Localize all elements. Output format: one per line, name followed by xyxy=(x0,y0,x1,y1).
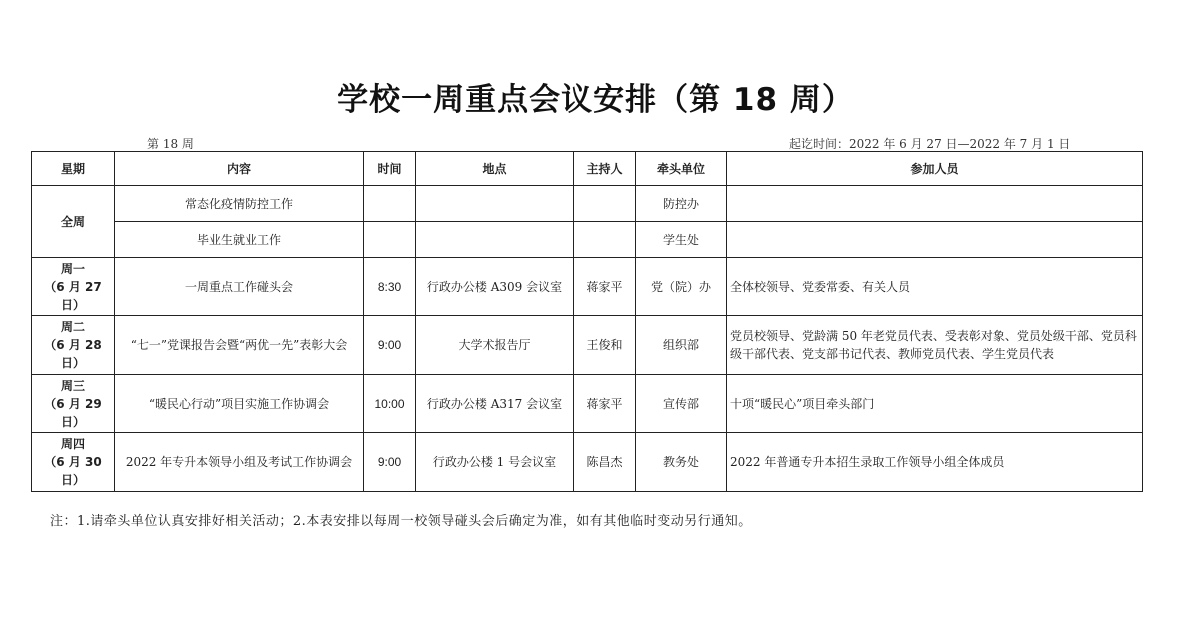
time-cell: 9:00 xyxy=(364,316,416,375)
place-cell xyxy=(416,222,574,258)
host-cell xyxy=(574,222,636,258)
day-cell-wednesday xyxy=(32,375,115,433)
day-cell-whole-week: 全周 xyxy=(32,186,115,258)
time-cell xyxy=(364,186,416,222)
attendees-cell xyxy=(727,186,1143,222)
place-cell: 大学术报告厅 xyxy=(416,316,574,375)
content-cell: 2022 年专升本领导小组及考试工作协调会 xyxy=(115,433,364,492)
time-cell: 9:00 xyxy=(364,433,416,492)
attendees-cell: 党员校领导、党龄满 50 年老党员代表、受表彰对象、党员处级干部、党员科级干部代表、党支部书记代表、教师党员代表、学生党员代表 xyxy=(727,316,1143,375)
place-cell: 行政办公楼 A309 会议室 xyxy=(416,258,574,316)
header-host: 主持人 xyxy=(574,152,636,186)
footnote: 注：1.请牵头单位认真安排好相关活动；2.本表安排以每周一校领导碰头会后确定为准，如有其他临时变动另行通知。 xyxy=(50,514,752,529)
table-row xyxy=(32,433,1143,492)
time-cell xyxy=(364,222,416,258)
unit-cell: 教务处 xyxy=(636,433,727,492)
schedule-table xyxy=(31,151,1143,492)
unit-cell: 组织部 xyxy=(636,316,727,375)
content-cell: “七一”党课报告会暨“两优一先”表彰大会 xyxy=(115,316,364,375)
day-date-suffix: 日） xyxy=(60,473,85,487)
place-cell: 行政办公楼 1 号会议室 xyxy=(416,433,574,492)
host-cell: 王俊和 xyxy=(574,316,636,375)
day-name: 周一 xyxy=(60,261,85,276)
content-cell: 一周重点工作碰头会 xyxy=(115,258,364,316)
unit-cell: 宣传部 xyxy=(636,375,727,433)
unit-cell: 学生处 xyxy=(636,222,727,258)
header-day: 星期 xyxy=(32,152,115,186)
attendees-cell: 2022 年普通专升本招生录取工作领导小组全体成员 xyxy=(727,433,1143,492)
day-date-suffix: 日） xyxy=(60,297,85,312)
day-name: 周二 xyxy=(60,320,85,334)
host-cell xyxy=(574,186,636,222)
table-row xyxy=(32,316,1143,375)
day-date-suffix: 日） xyxy=(60,356,85,370)
table-header-row xyxy=(32,152,1143,186)
day-date: （6 月 29 xyxy=(44,396,102,411)
header-place: 地点 xyxy=(416,152,574,186)
content-cell: 毕业生就业工作 xyxy=(115,222,364,258)
week-label: 第 18 周 xyxy=(147,137,194,151)
attendees-cell: 十项“暖民心”项目牵头部门 xyxy=(727,375,1143,433)
day-cell-thursday xyxy=(32,433,115,492)
header-lead-unit: 牵头单位 xyxy=(636,152,727,186)
content-cell: 常态化疫情防控工作 xyxy=(115,186,364,222)
day-cell-tuesday xyxy=(32,316,115,375)
day-date-suffix: 日） xyxy=(60,414,85,429)
day-name: 周三 xyxy=(60,378,85,393)
page-title: 学校一周重点会议安排（第 18 周） xyxy=(337,82,854,118)
unit-cell: 党（院）办 xyxy=(636,258,727,316)
unit-cell: 防控办 xyxy=(636,186,727,222)
table-row xyxy=(32,186,1143,222)
header-attendees: 参加人员 xyxy=(727,152,1143,186)
content-cell: “暖民心行动”项目实施工作协调会 xyxy=(115,375,364,433)
header-content: 内容 xyxy=(115,152,364,186)
table-row xyxy=(32,258,1143,316)
host-cell: 陈昌杰 xyxy=(574,433,636,492)
time-cell: 10:00 xyxy=(364,375,416,433)
time-cell: 8:30 xyxy=(364,258,416,316)
day-cell-monday xyxy=(32,258,115,316)
place-cell xyxy=(416,186,574,222)
host-cell: 蒋家平 xyxy=(574,258,636,316)
day-name: 周四 xyxy=(60,437,85,451)
day-date: （6 月 27 xyxy=(44,279,102,294)
place-cell: 行政办公楼 A317 会议室 xyxy=(416,375,574,433)
table-row xyxy=(32,375,1143,433)
host-cell: 蒋家平 xyxy=(574,375,636,433)
attendees-cell xyxy=(727,222,1143,258)
day-date: （6 月 30 xyxy=(44,455,102,469)
attendees-cell: 全体校领导、党委常委、有关人员 xyxy=(727,258,1143,316)
header-time: 时间 xyxy=(364,152,416,186)
table-row xyxy=(32,222,1143,258)
day-date: （6 月 28 xyxy=(44,338,102,352)
date-range: 起讫时间：2022 年 6 月 27 日—2022 年 7 月 1 日 xyxy=(789,137,1071,151)
